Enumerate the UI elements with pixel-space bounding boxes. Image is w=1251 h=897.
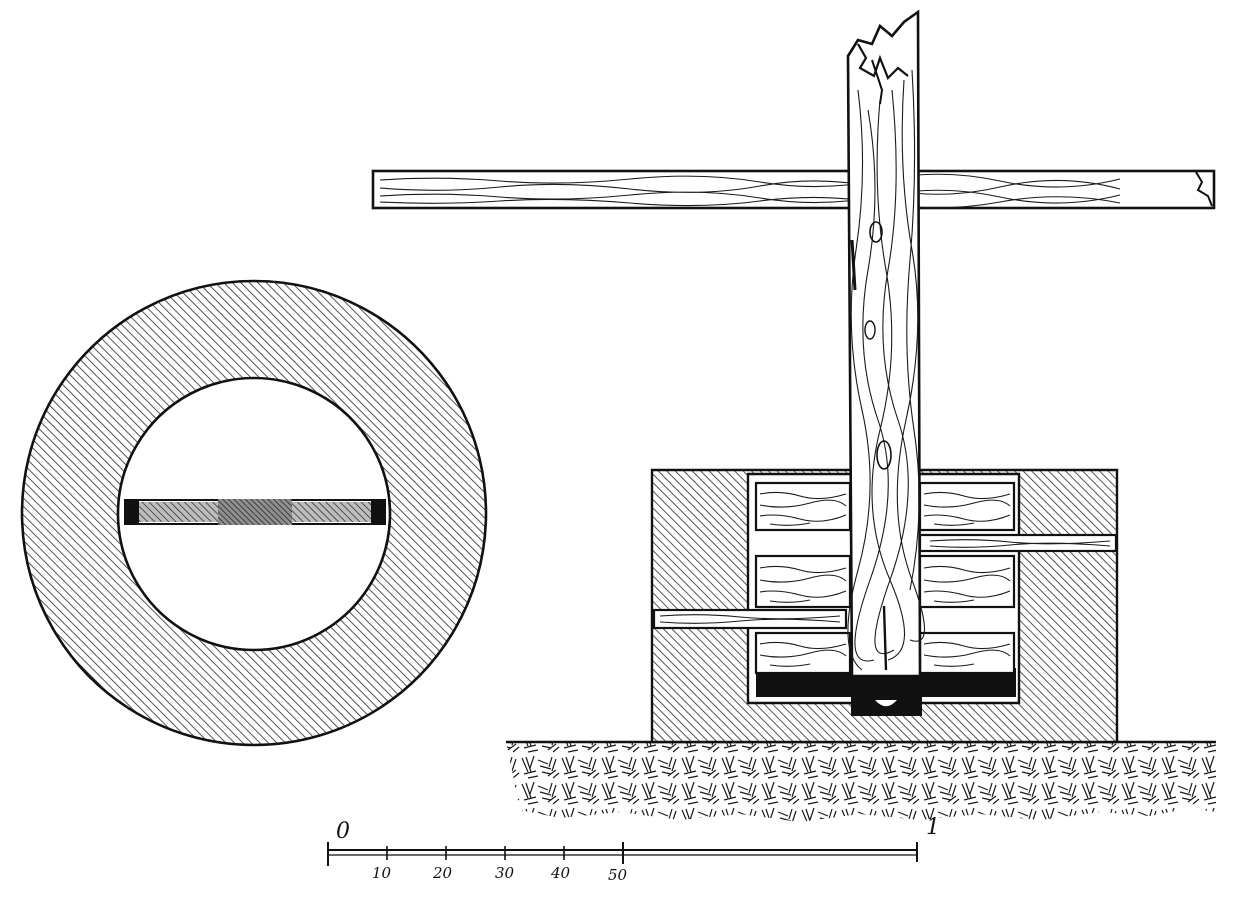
scale-bar <box>328 815 940 884</box>
scale-tick-label: 10 <box>372 864 392 882</box>
scale-label-end: 1 <box>926 815 940 840</box>
plan-crossbar <box>125 499 385 525</box>
scale-tick-label: 20 <box>433 864 453 882</box>
vertical-post <box>848 12 925 676</box>
lever-bar <box>373 171 1214 208</box>
scale-tick-label: 30 <box>495 864 515 882</box>
scale-tick-label: 40 <box>551 864 571 882</box>
plan-view <box>22 281 486 745</box>
scale-tick-label: 50 <box>608 866 628 884</box>
scale-label-start: 0 <box>336 819 350 844</box>
ground-section <box>506 742 1216 822</box>
